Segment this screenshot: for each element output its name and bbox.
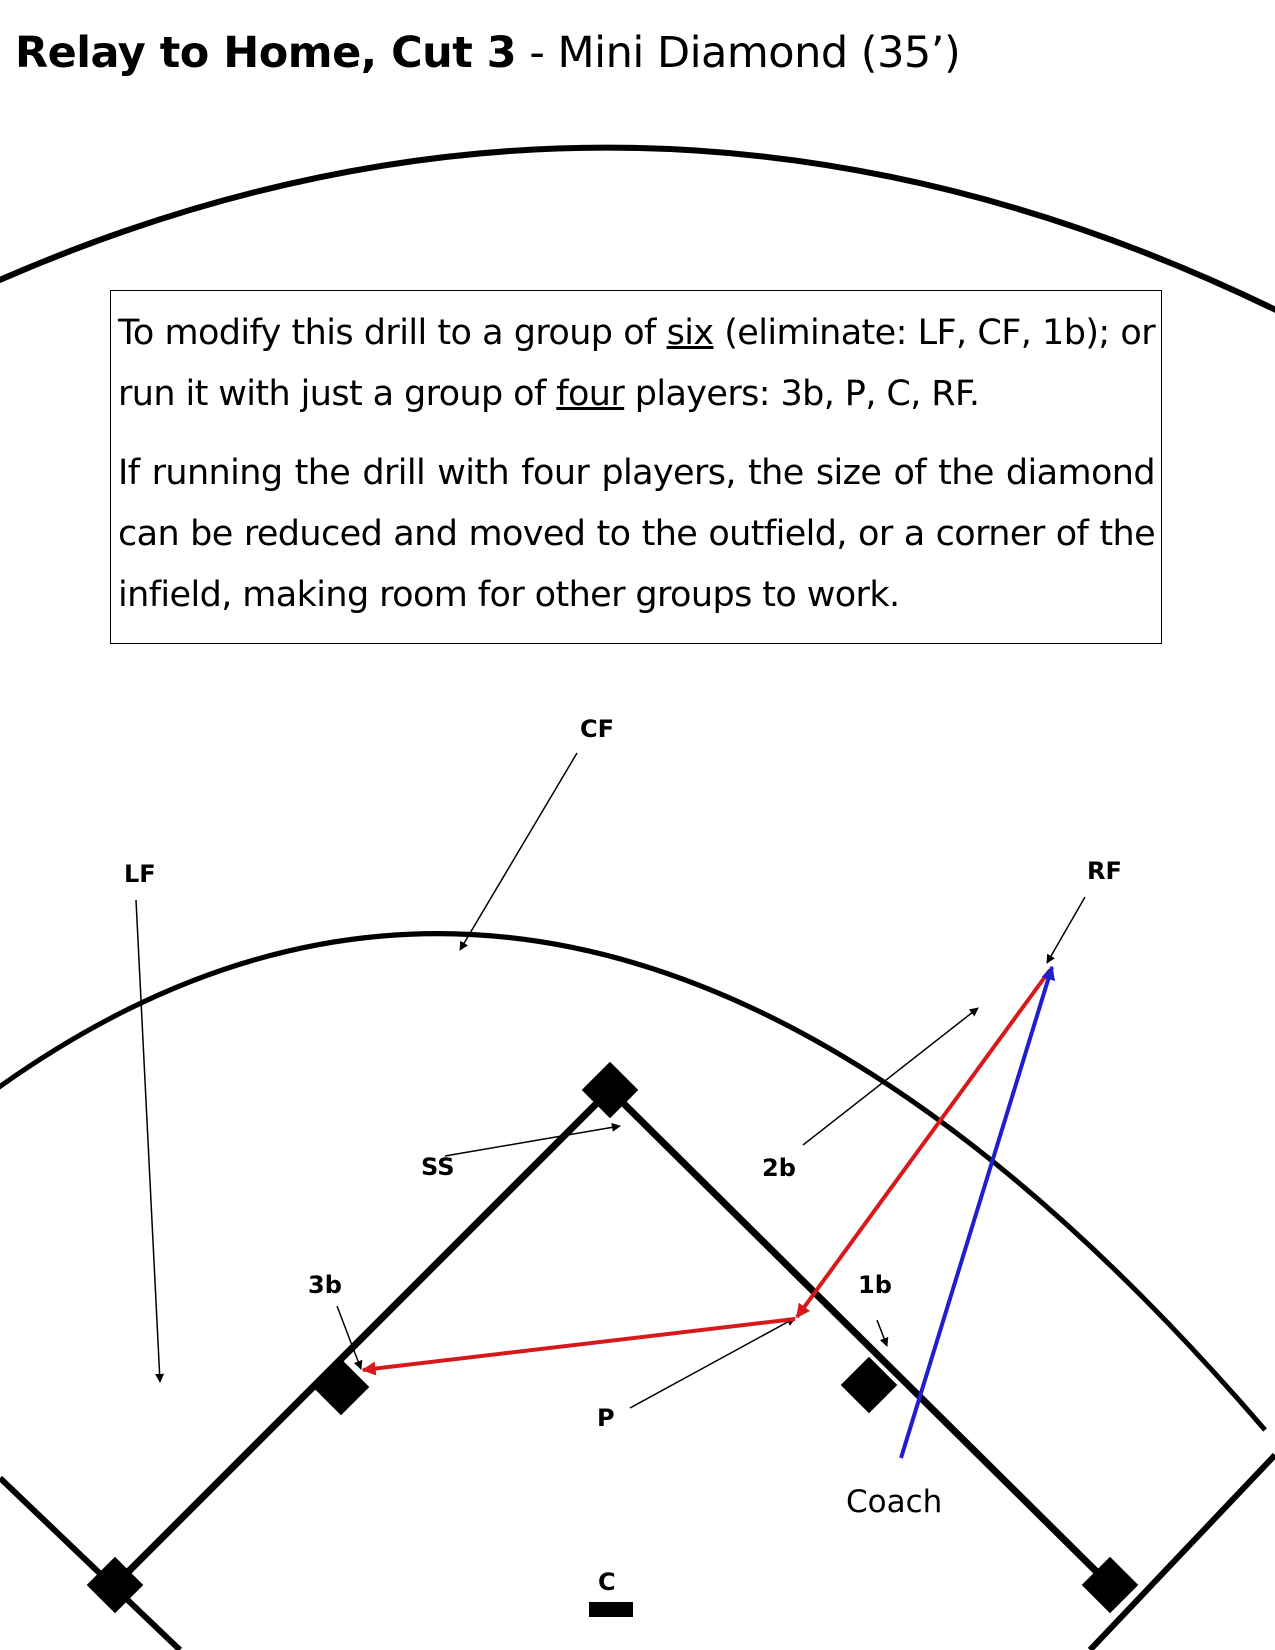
rf-arrow (1047, 897, 1085, 963)
right-foul-line (1090, 1455, 1275, 1650)
second-base-arrow (803, 1008, 978, 1145)
label-second: 2b (762, 1154, 796, 1182)
coach-hit-to-rf (901, 967, 1052, 1458)
first-base-arrow (877, 1320, 887, 1346)
label-ss: SS (421, 1153, 455, 1181)
catcher-plate (589, 1602, 633, 1617)
label-cf: CF (580, 715, 615, 743)
note-paragraph-1 (118, 303, 1155, 425)
left-foul-line (0, 1478, 180, 1650)
lf-arrow (136, 900, 160, 1382)
pitcher-arrow (630, 1318, 795, 1408)
label-lf: LF (124, 860, 156, 888)
infield-arc (0, 934, 1265, 1430)
title-bold: Relay to Home, Cut 3 (15, 28, 517, 78)
note-emphasis-six: six (666, 313, 714, 353)
relay-throw-rf-to-cut (797, 970, 1050, 1317)
label-coach: Coach (846, 1484, 943, 1520)
label-first: 1b (858, 1271, 892, 1299)
cf-arrow (460, 753, 577, 950)
label-pitcher: P (597, 1404, 615, 1432)
label-rf: RF (1087, 857, 1122, 885)
relay-throw-cut-to-third (363, 1319, 795, 1370)
label-third: 3b (308, 1271, 342, 1299)
note-paragraph-2: If running the drill with four players, the size of the diamond can be reduced and moved to the outfield, or a corner of the infield, making room for other groups to work. (118, 453, 1155, 615)
ss-arrow (445, 1126, 620, 1156)
instruction-note-box (110, 290, 1162, 644)
note-emphasis-four: four (556, 374, 625, 414)
title-rest: - Mini Diamond (35’) (516, 28, 961, 78)
base-path-left (115, 1090, 610, 1585)
note-text: players: 3b, P, C, RF. (624, 374, 980, 414)
note-text: To modify this drill to a group of (118, 313, 667, 353)
outer-fence-arc (0, 148, 1275, 312)
note-text: (eliminate: LF, CF, 1b); or run it with just a group of (118, 313, 1155, 414)
label-catcher: C (598, 1568, 616, 1596)
